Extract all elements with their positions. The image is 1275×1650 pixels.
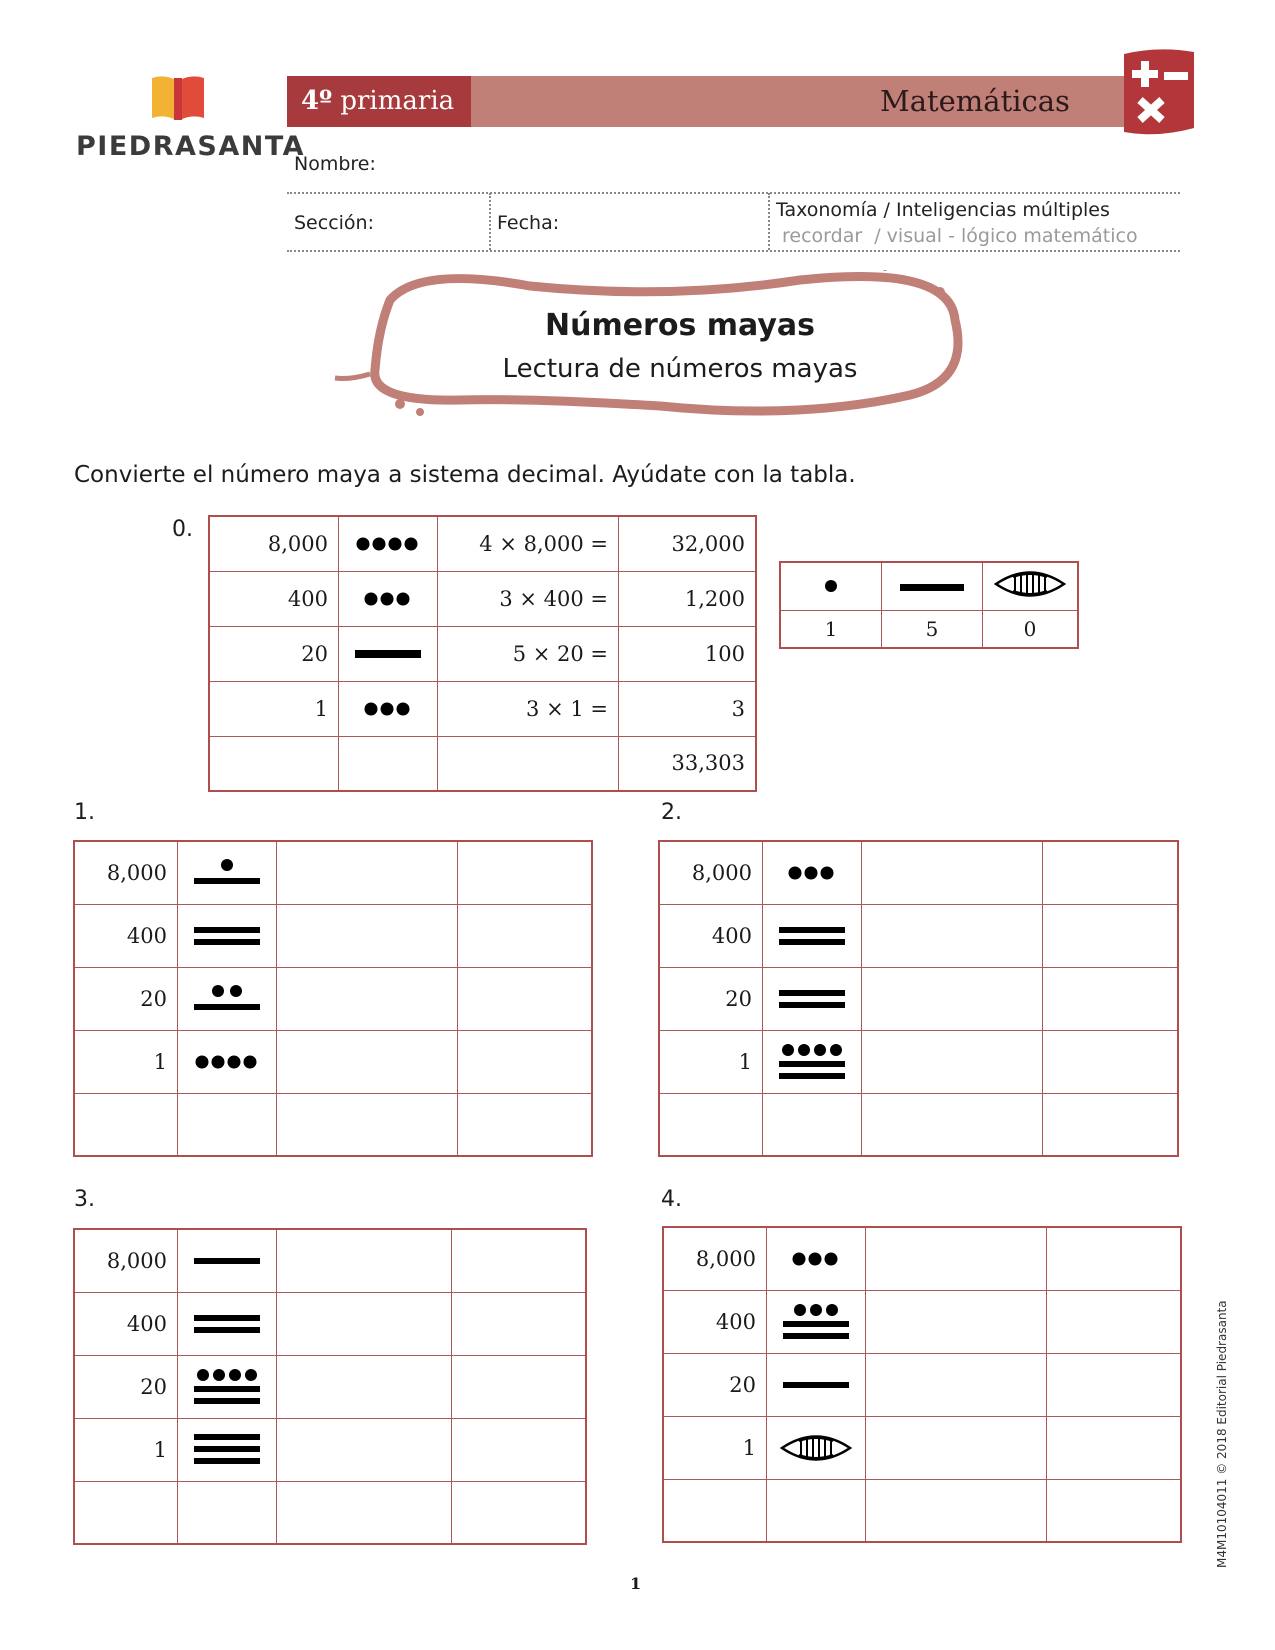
grade-badge <box>287 76 471 127</box>
multiplication-text: 3 × 400 = <box>438 571 619 626</box>
table-row <box>663 1290 1181 1353</box>
place-value: 20 <box>74 1355 178 1418</box>
maya-number-glyph <box>763 1030 862 1093</box>
table-row <box>659 967 1178 1030</box>
place-value: 1 <box>74 1030 178 1093</box>
table-row <box>209 626 756 681</box>
answer-cell[interactable] <box>1047 1290 1182 1353</box>
answer-cell[interactable] <box>458 967 593 1030</box>
answer-cell[interactable] <box>178 1093 277 1156</box>
maya-number-glyph <box>178 1292 277 1355</box>
exercise-table <box>658 840 1179 1157</box>
maya-dot-glyph <box>780 562 882 610</box>
maya-shell-icon <box>767 1416 866 1479</box>
answer-cell[interactable] <box>178 1481 277 1544</box>
maya-shell-icon <box>983 562 1079 610</box>
legend-table <box>779 561 1079 649</box>
table-row <box>74 1093 592 1156</box>
place-value: 1 <box>663 1416 767 1479</box>
table-row <box>663 1353 1181 1416</box>
empty-cell <box>438 736 619 791</box>
taxonomia-values: recordar / visual - lógico matemático <box>782 225 1138 247</box>
table-row <box>74 967 592 1030</box>
maya-number-glyph <box>178 1418 277 1481</box>
maya-bar-glyph <box>882 562 983 610</box>
table-row <box>780 562 1078 610</box>
answer-cell[interactable] <box>458 1093 593 1156</box>
answer-cell[interactable] <box>862 967 1043 1030</box>
answer-cell[interactable] <box>452 1355 587 1418</box>
table-row <box>663 1479 1181 1542</box>
maya-number-glyph <box>763 841 862 904</box>
answer-cell[interactable] <box>1043 1093 1179 1156</box>
place-value: 400 <box>663 1290 767 1353</box>
table-row <box>780 610 1078 648</box>
answer-cell[interactable] <box>866 1416 1047 1479</box>
partial-result: 32,000 <box>619 516 757 571</box>
taxonomia-label: Taxonomía / Inteligencias múltiples <box>776 199 1110 221</box>
answer-cell[interactable] <box>452 1229 587 1292</box>
answer-cell[interactable] <box>1043 841 1179 904</box>
dotted-divider <box>287 250 1180 252</box>
multiplication-text: 4 × 8,000 = <box>438 516 619 571</box>
exercise-table <box>662 1226 1182 1543</box>
table-row <box>74 1481 586 1544</box>
answer-cell[interactable] <box>1047 1479 1182 1542</box>
exercise-table <box>73 840 593 1157</box>
answer-cell[interactable] <box>452 1292 587 1355</box>
dotted-divider <box>768 193 770 250</box>
answer-cell[interactable] <box>862 904 1043 967</box>
answer-cell[interactable] <box>74 1093 178 1156</box>
place-value: 8,000 <box>663 1227 767 1290</box>
maya-number-glyph <box>763 904 862 967</box>
answer-cell[interactable] <box>452 1418 587 1481</box>
answer-cell[interactable] <box>866 1353 1047 1416</box>
table-row <box>659 841 1178 904</box>
answer-cell[interactable] <box>763 1093 862 1156</box>
exercise-label: 3. <box>74 1187 95 1212</box>
subject-title: Matemáticas <box>880 84 1070 118</box>
place-value: 20 <box>659 967 763 1030</box>
partial-result: 100 <box>619 626 757 681</box>
partial-result: 3 <box>619 681 757 736</box>
legend-value: 1 <box>780 610 882 648</box>
place-value: 8,000 <box>74 1229 178 1292</box>
place-value: 1 <box>209 681 339 736</box>
maya-number-glyph <box>178 967 277 1030</box>
place-value: 1 <box>74 1418 178 1481</box>
answer-cell[interactable] <box>767 1479 866 1542</box>
answer-cell[interactable] <box>1043 904 1179 967</box>
exercise-label: 1. <box>74 800 95 825</box>
answer-cell[interactable] <box>1047 1416 1182 1479</box>
answer-cell[interactable] <box>862 1093 1043 1156</box>
place-value: 400 <box>209 571 339 626</box>
place-value: 1 <box>659 1030 763 1093</box>
table-row <box>74 1292 586 1355</box>
answer-cell[interactable] <box>452 1481 587 1544</box>
maya-four-dots-glyph <box>339 516 438 571</box>
copyright-credit: M4M10104011 © 2018 Editorial Piedrasanta <box>1215 1300 1229 1568</box>
place-value: 8,000 <box>74 841 178 904</box>
table-row <box>209 681 756 736</box>
answer-cell[interactable] <box>663 1479 767 1542</box>
empty-cell <box>339 736 438 791</box>
answer-cell[interactable] <box>277 1229 452 1292</box>
answer-cell[interactable] <box>1047 1353 1182 1416</box>
seccion-label: Sección: <box>294 212 374 234</box>
table-row <box>659 1093 1178 1156</box>
answer-cell[interactable] <box>277 1093 458 1156</box>
place-value: 8,000 <box>209 516 339 571</box>
answer-cell[interactable] <box>277 1030 458 1093</box>
answer-cell[interactable] <box>458 1030 593 1093</box>
legend-value: 0 <box>983 610 1079 648</box>
table-row <box>74 1355 586 1418</box>
answer-cell[interactable] <box>277 1418 452 1481</box>
table-row <box>74 1418 586 1481</box>
table-row <box>74 1030 592 1093</box>
dotted-divider <box>287 192 1180 194</box>
place-value: 400 <box>74 1292 178 1355</box>
exercise-table <box>73 1228 587 1545</box>
table-row <box>663 1416 1181 1479</box>
table-row <box>659 1030 1178 1093</box>
place-value: 20 <box>74 967 178 1030</box>
maya-number-glyph <box>178 841 277 904</box>
table-row <box>74 1229 586 1292</box>
table-row <box>663 1227 1181 1290</box>
maya-number-glyph <box>178 1355 277 1418</box>
legend-value: 5 <box>882 610 983 648</box>
maya-bar-glyph <box>339 626 438 681</box>
answer-cell[interactable] <box>277 904 458 967</box>
maya-number-glyph <box>178 904 277 967</box>
page-number: 1 <box>630 1574 642 1593</box>
grade-word: primaria <box>340 86 455 116</box>
publisher-logo-text: PIEDRASANTA <box>76 131 306 162</box>
multiplication-text: 5 × 20 = <box>438 626 619 681</box>
table-row <box>74 841 592 904</box>
maya-three-dots-glyph <box>339 571 438 626</box>
answer-cell[interactable] <box>277 1481 452 1544</box>
table-row <box>659 904 1178 967</box>
place-value: 400 <box>74 904 178 967</box>
exercise-label: 4. <box>661 1187 682 1212</box>
answer-cell[interactable] <box>659 1093 763 1156</box>
place-value: 20 <box>209 626 339 681</box>
page-title: Números mayas <box>544 308 815 343</box>
answer-cell[interactable] <box>458 904 593 967</box>
total-result: 33,303 <box>619 736 757 791</box>
place-value: 8,000 <box>659 841 763 904</box>
dotted-divider <box>489 193 491 250</box>
table-row <box>209 516 756 571</box>
fecha-label: Fecha: <box>497 212 560 234</box>
answer-cell[interactable] <box>1043 967 1179 1030</box>
book-logo-icon <box>150 74 206 124</box>
exercise-label: 2. <box>661 800 682 825</box>
maya-three-dots-glyph <box>339 681 438 736</box>
table-row <box>209 736 756 791</box>
example-table <box>208 515 757 792</box>
maya-number-glyph <box>178 1229 277 1292</box>
maya-number-glyph <box>763 967 862 1030</box>
math-operations-icon <box>1118 48 1198 136</box>
answer-cell[interactable] <box>1047 1227 1182 1290</box>
empty-cell <box>209 736 339 791</box>
instruction-text: Convierte el número maya a sistema decimal. Ayúdate con la tabla. <box>74 462 856 488</box>
answer-cell[interactable] <box>866 1227 1047 1290</box>
example-label: 0. <box>172 517 193 542</box>
table-row <box>209 571 756 626</box>
place-value: 20 <box>663 1353 767 1416</box>
page-subtitle: Lectura de números mayas <box>502 354 858 384</box>
answer-cell[interactable] <box>277 1355 452 1418</box>
multiplication-text: 3 × 1 = <box>438 681 619 736</box>
maya-number-glyph <box>767 1290 866 1353</box>
answer-cell[interactable] <box>74 1481 178 1544</box>
partial-result: 1,200 <box>619 571 757 626</box>
answer-cell[interactable] <box>862 841 1043 904</box>
answer-cell[interactable] <box>458 841 593 904</box>
maya-number-glyph <box>767 1227 866 1290</box>
grade-number: 4º <box>301 86 333 116</box>
answer-cell[interactable] <box>862 1030 1043 1093</box>
answer-cell[interactable] <box>866 1479 1047 1542</box>
place-value: 400 <box>659 904 763 967</box>
answer-cell[interactable] <box>277 1292 452 1355</box>
nombre-label: Nombre: <box>294 153 376 175</box>
answer-cell[interactable] <box>277 841 458 904</box>
answer-cell[interactable] <box>866 1290 1047 1353</box>
table-row <box>74 904 592 967</box>
answer-cell[interactable] <box>1043 1030 1179 1093</box>
maya-number-glyph <box>178 1030 277 1093</box>
answer-cell[interactable] <box>277 967 458 1030</box>
maya-number-glyph <box>767 1353 866 1416</box>
